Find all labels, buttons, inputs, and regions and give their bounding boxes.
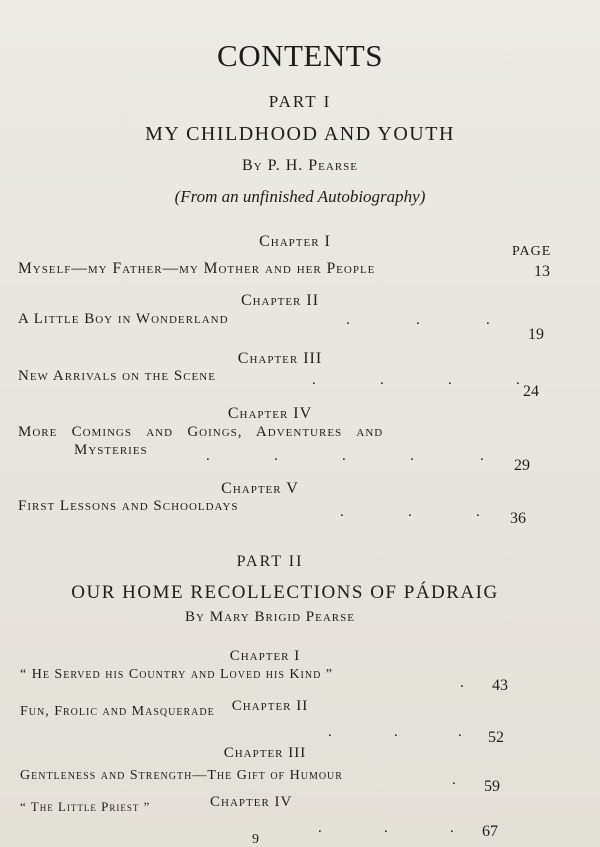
- contents-heading: CONTENTS: [217, 38, 383, 73]
- part-1-chapter-4-page: 29: [514, 457, 530, 474]
- part-1-title: MY CHILDHOOD AND YOUTH: [145, 123, 455, 145]
- part-2-chapter-2-page: 52: [488, 729, 504, 746]
- part-2-chapter-2-label: Chapter II: [231, 698, 309, 714]
- part-1-note: (From an unfinished Autobiography): [174, 187, 426, 206]
- part-1-byline: By P. H. Pearse: [241, 157, 359, 174]
- part-1-chapter-5-label: Chapter V: [221, 480, 299, 497]
- part-2-title: OUR HOME RECOLLECTIONS OF PÁDRAIG: [71, 582, 499, 603]
- part-1-chapter-4-label: Chapter IV: [227, 405, 313, 422]
- part-1-chapter-2-page: 19: [528, 326, 544, 343]
- part-2-chapter-1-label: Chapter I: [229, 648, 301, 664]
- part-1-chapter-5-page: 36: [510, 510, 526, 527]
- part-1-label: PART I: [268, 92, 332, 111]
- part-1-chapter-2-label: Chapter II: [240, 292, 320, 309]
- part-2-chapter-2-title: Fun, Frolic and Masquerade: [20, 704, 215, 719]
- book-page: CONTENTS PART I MY CHILDHOOD AND YOUTH By P. H. Pearse (From an unfinished Autobiography) Chapter I PAGE Myself—my Father—my Mother and her People 13 Chapter II A Little Boy in Wonderland . . . 19 Chapter III New Arrivals on the Scene . . . . 24 Chapter IV More Comings and Goings, Adventures and Mysteries . . . . . 29 Chapter V First Lessons and Schooldays . . . 36 PART II OUR HOME RECOLLECTIONS OF PÁDRAIG By Mary Brigid Pearse Chapter I “ He Served his Country and Loved his Kind ” . 43 Chapter II Fun, Frolic and Masquerade . . . 52 Chapter III Gentleness and Strength—The Gift of Humour . 59 Chapter IV “ The Little Priest ” . . . 67 9: [0, 0, 600, 847]
- part-1-chapter-4-title-line-1: More Comings and Goings, Adventures and: [18, 424, 384, 440]
- part-1-chapter-3-label: Chapter III: [237, 350, 323, 367]
- part-2-chapter-1-title: “ He Served his Country and Loved his Kind ”: [20, 667, 334, 682]
- part-2-label: PART II: [236, 553, 304, 570]
- part-2-chapter-1-page: 43: [492, 677, 508, 694]
- part-1-chapter-1-page: 13: [534, 263, 550, 280]
- part-1-chapter-1-title: Myself—my Father—my Mother and her People: [18, 260, 376, 277]
- part-2-chapter-4-label: Chapter IV: [210, 794, 293, 810]
- part-2-chapter-4-title: “ The Little Priest ”: [20, 799, 151, 814]
- part-1-chapter-3-page: 24: [523, 383, 539, 400]
- part-1-chapter-4-title-line-2: Mysteries: [74, 442, 148, 458]
- part-2-chapter-3-label: Chapter III: [223, 745, 307, 761]
- part-2-chapter-3-title: Gentleness and Strength—The Gift of Humour: [20, 768, 343, 783]
- part-1-chapter-2-title: A Little Boy in Wonderland: [18, 311, 229, 327]
- part-1-chapter-1-label: Chapter I: [259, 233, 331, 250]
- part-2-byline: By Mary Brigid Pearse: [185, 609, 355, 625]
- page-column-label: PAGE: [512, 244, 552, 259]
- part-2-chapter-3-page: 59: [484, 778, 500, 795]
- part-1-chapter-3-title: New Arrivals on the Scene: [18, 368, 216, 384]
- part-2-chapter-4-page: 67: [482, 823, 498, 840]
- folio-page-number: 9: [252, 832, 259, 847]
- part-1-chapter-5-title: First Lessons and Schooldays: [18, 498, 239, 514]
